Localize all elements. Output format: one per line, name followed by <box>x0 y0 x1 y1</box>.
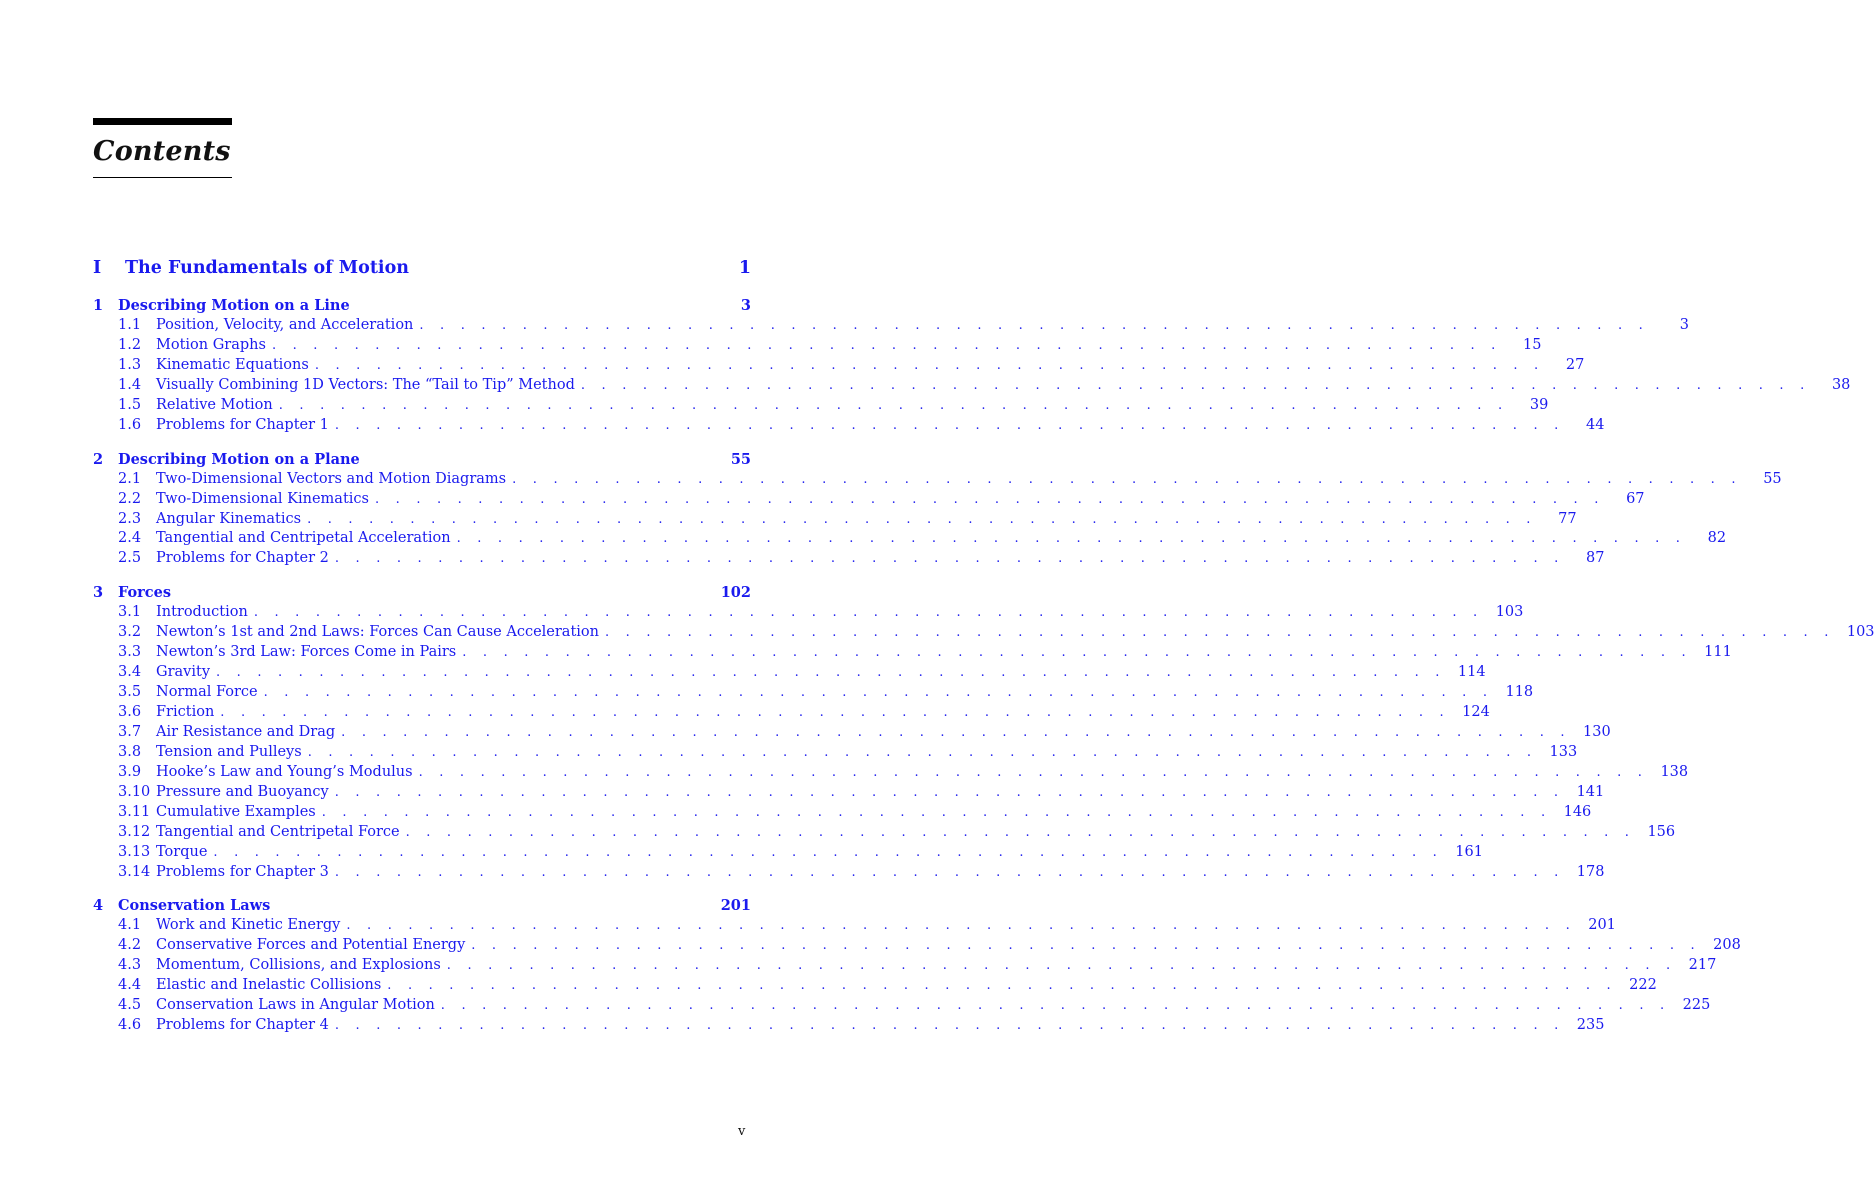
part-number: I <box>93 258 102 278</box>
section-page: 114 <box>1457 664 1486 681</box>
section-page: 103 <box>1846 624 1875 641</box>
toc-section-entry[interactable] <box>93 490 1645 511</box>
heading-top-rule <box>93 118 232 125</box>
toc-section-entry[interactable] <box>93 1017 1605 1037</box>
toc-section-entry[interactable] <box>93 937 1741 957</box>
dot-leader: . . . . . . . . . . . . . . . . . . . . . . . . . . . . . . . . . . . . . . . . . . . . . . . . . . . . . . . . . . . . <box>263 685 1494 701</box>
chapter-number: 2 <box>93 450 104 468</box>
section-number: 4.6 <box>118 1017 142 1034</box>
chapter-page: 55 <box>730 450 751 468</box>
toc-section-entry[interactable] <box>93 997 1711 1017</box>
section-number: 3.3 <box>118 644 142 661</box>
toc-chapter-entry[interactable] <box>93 451 751 471</box>
section-number: 1.4 <box>118 376 142 393</box>
toc-section-entry[interactable] <box>93 664 1486 684</box>
section-page: 38 <box>1831 376 1851 393</box>
section-title: Torque <box>156 843 208 860</box>
dot-leader: . . . . . . . . . . . . . . . . . . . . . . . . . . . . . . . . . . . . . . . . . . . . . . . . . . . . . . . . . . . . <box>334 784 1565 800</box>
section-number: 2.1 <box>118 470 142 487</box>
section-page: 178 <box>1576 863 1605 880</box>
section-title: Momentum, Collisions, and Explosions <box>156 957 441 974</box>
toc-section-entry[interactable] <box>93 624 1875 644</box>
dot-leader: . . . . . . . . . . . . . . . . . . . . . . . . . . . . . . . . . . . . . . . . . . . . . . . . . . . . . . . . . . . . <box>405 824 1636 840</box>
section-number: 3.10 <box>118 783 151 800</box>
section-number: 3.9 <box>118 763 142 780</box>
toc-chapter <box>93 450 1782 571</box>
section-title: Friction <box>156 704 215 720</box>
toc-section-entry[interactable] <box>93 396 1549 417</box>
toc-section-entry[interactable] <box>93 416 1605 437</box>
chapter-title: Forces <box>118 584 172 602</box>
dot-leader: . . . . . . . . . . . . . . . . . . . . . . . . . . . . . . . . . . . . . . . . . . . . . . . . . . . . . . . . . . . . <box>341 724 1571 740</box>
dot-leader: . . . . . . . . . . . . . . . . . . . . . . . . . . . . . . . . . . . . . . . . . . . . . . . . . . . . . . . . . . . . <box>512 471 1742 487</box>
section-number: 3.4 <box>118 664 142 681</box>
section-title: Relative Motion <box>156 396 273 413</box>
dot-leader: . . . . . . . . . . . . . . . . . . . . . . . . . . . . . . . . . . . . . . . . . . . . . . . . . . . . . . . . . . . . <box>213 844 1443 860</box>
toc-section-entry[interactable] <box>93 704 1490 724</box>
section-title: Pressure and Buoyancy <box>156 783 329 800</box>
chapter-title: Describing Motion on a Plane <box>118 450 360 468</box>
section-number: 1.2 <box>118 336 142 353</box>
section-page: 77 <box>1558 510 1577 527</box>
section-number: 3.5 <box>118 684 142 701</box>
section-title: Newton’s 1st and 2nd Laws: Forces Can Cause Acceleration <box>156 624 599 641</box>
page-title: Contents <box>93 136 231 167</box>
section-title: Gravity <box>156 664 211 681</box>
section-title: Hooke’s Law and Young’s Modulus <box>156 763 413 780</box>
dot-leader: . . . . . . . . . . . . . . . . . . . . . . . . . . . . . . . . . . . . . . . . . . . . . . . . . . . . . . . . . . . . <box>580 377 1811 393</box>
toc-section-entry[interactable] <box>93 684 1534 704</box>
toc-section-entry[interactable] <box>93 763 1689 784</box>
section-number: 3.1 <box>118 604 142 621</box>
section-title: Problems for Chapter 2 <box>156 550 329 567</box>
dot-leader: . . . . . . . . . . . . . . . . . . . . . . . . . . . . . . . . . . . . . . . . . . . . . . . . . . . . . . . . . . . . <box>418 764 1649 780</box>
section-page: 235 <box>1576 1017 1605 1034</box>
dot-leader: . . . . . . . . . . . . . . . . . . . . . . . . . . . . . . . . . . . . . . . . . . . . . . . . . . . . . . . . . . . . <box>374 491 1605 507</box>
chapter-page: 3 <box>740 297 751 314</box>
dot-leader: . . . . . . . . . . . . . . . . . . . . . . . . . . . . . . . . . . . . . . . . . . . . . . . . . . . . . . . . . . . . <box>334 1018 1565 1034</box>
toc-section-entry[interactable] <box>93 723 1611 744</box>
dot-leader: . . . . . . . . . . . . . . . . . . . . . . . . . . . . . . . . . . . . . . . . . . . . . . . . . . . . . . . . . . . . <box>456 531 1687 547</box>
section-number: 4.4 <box>118 977 142 994</box>
dot-leader: . . . . . . . . . . . . . . . . . . . . . . . . . . . . . . . . . . . . . . . . . . . . . . . . . . . . . . . . . . . . <box>387 978 1617 994</box>
dot-leader: . . . . . . . . . . . . . . . . . . . . . . . . . . . . . . . . . . . . . . . . . . . . . . . . . . . . . . . . . . . . <box>462 645 1692 661</box>
section-title: Newton’s 3rd Law: Forces Come in Pairs <box>156 644 457 661</box>
section-page: 217 <box>1688 957 1717 974</box>
section-title: Tangential and Centripetal Acceleration <box>156 530 451 547</box>
toc-section-entry[interactable] <box>93 743 1578 764</box>
section-title: Cumulative Examples <box>156 803 316 820</box>
section-title: Work and Kinetic Energy <box>156 917 341 934</box>
section-number: 3.14 <box>118 863 151 880</box>
toc-section-entry[interactable] <box>93 803 1592 824</box>
toc-section-entry[interactable] <box>93 550 1605 570</box>
section-number: 1.1 <box>118 317 142 333</box>
section-page: 138 <box>1660 763 1689 780</box>
toc-chapter <box>93 297 1851 437</box>
section-title: Two-Dimensional Vectors and Motion Diagrams <box>156 470 507 487</box>
section-page: 67 <box>1626 490 1645 507</box>
section-page: 118 <box>1505 684 1534 701</box>
section-page: 201 <box>1588 917 1616 934</box>
dot-leader: . . . . . . . . . . . . . . . . . . . . . . . . . . . . . . . . . . . . . . . . . . . . . . . . . . . . . . . . . . . . <box>346 918 1576 934</box>
part-title: The Fundamentals of Motion <box>125 258 409 278</box>
section-number: 3.12 <box>118 823 151 840</box>
section-page: 103 <box>1495 604 1524 621</box>
dot-leader: . . . . . . . . . . . . . . . . . . . . . . . . . . . . . . . . . . . . . . . . . . . . . . . . . . . . . . . . . . . . <box>321 804 1552 820</box>
section-number: 1.3 <box>118 356 142 373</box>
chapter-number: 3 <box>93 584 104 602</box>
section-title: Elastic and Inelastic Collisions <box>156 977 382 994</box>
section-page: 124 <box>1462 704 1490 720</box>
toc-section-entry[interactable] <box>93 317 1689 337</box>
section-number: 3.11 <box>118 803 151 820</box>
section-number: 1.6 <box>118 416 142 433</box>
section-page: 111 <box>1704 644 1732 661</box>
chapter-number: 1 <box>93 297 104 314</box>
section-title: Two-Dimensional Kinematics <box>156 490 369 507</box>
section-page: 87 <box>1585 550 1605 567</box>
section-number: 3.6 <box>118 704 142 720</box>
chapter-number: 4 <box>93 897 104 915</box>
chapter-page: 201 <box>720 897 751 915</box>
section-title: Normal Force <box>156 684 258 701</box>
section-page: 39 <box>1529 396 1549 413</box>
toc-section-entry[interactable] <box>93 843 1483 864</box>
section-title: Kinematic Equations <box>156 356 309 373</box>
section-title: Conservation Laws in Angular Motion <box>156 997 435 1014</box>
table-of-contents <box>93 258 1875 1037</box>
section-page: 156 <box>1647 823 1676 840</box>
section-number: 4.1 <box>118 917 142 934</box>
section-page: 55 <box>1763 470 1782 487</box>
toc-chapter-entry[interactable] <box>93 297 751 317</box>
chapter-title: Conservation Laws <box>118 897 271 915</box>
section-number: 4.5 <box>118 997 142 1014</box>
section-title: Introduction <box>156 604 248 621</box>
dot-leader: . . . . . . . . . . . . . . . . . . . . . . . . . . . . . . . . . . . . . . . . . . . . . . . . . . . . . . . . . . . . <box>253 605 1484 621</box>
section-page: 27 <box>1565 356 1585 373</box>
toc-chapter <box>93 897 1741 1037</box>
toc-chapter <box>93 584 1875 883</box>
dot-leader: . . . . . . . . . . . . . . . . . . . . . . . . . . . . . . . . . . . . . . . . . . . . . . . . . . . . . . . . . . . . <box>278 397 1509 413</box>
section-number: 3.2 <box>118 624 142 641</box>
toc-section-entry[interactable] <box>93 530 1727 550</box>
toc-section-entry[interactable] <box>93 977 1657 997</box>
toc-section-entry[interactable] <box>93 376 1851 397</box>
toc-section-entry[interactable] <box>93 510 1577 531</box>
dot-leader: . . . . . . . . . . . . . . . . . . . . . . . . . . . . . . . . . . . . . . . . . . . . . . . . . . . . . . . . . . . . <box>271 337 1502 353</box>
dot-leader: . . . . . . . . . . . . . . . . . . . . . . . . . . . . . . . . . . . . . . . . . . . . . . . . . . . . . . . . . . . . <box>334 417 1565 433</box>
dot-leader: . . . . . . . . . . . . . . . . . . . . . . . . . . . . . . . . . . . . . . . . . . . . . . . . . . . . . . . . . . . . <box>314 357 1545 373</box>
section-number: 4.2 <box>118 937 142 954</box>
section-title: Tension and Pulleys <box>156 743 302 760</box>
section-number: 3.13 <box>118 843 151 860</box>
toc-section-entry[interactable] <box>93 604 1524 624</box>
dot-leader: . . . . . . . . . . . . . . . . . . . . . . . . . . . . . . . . . . . . . . . . . . . . . . . . . . . . . . . . . . . . <box>220 705 1450 720</box>
part-page: 1 <box>738 258 751 278</box>
toc-section-entry[interactable] <box>93 336 1542 357</box>
section-number: 2.3 <box>118 510 142 527</box>
toc-section-entry[interactable] <box>93 783 1605 804</box>
section-page: 146 <box>1563 803 1592 820</box>
section-page: 3 <box>1679 317 1689 333</box>
section-title: Conservative Forces and Potential Energy <box>156 937 466 954</box>
section-page: 82 <box>1707 530 1727 547</box>
toc-section-entry[interactable] <box>93 823 1676 844</box>
section-number: 3.7 <box>118 723 142 740</box>
toc-section-entry[interactable] <box>93 644 1732 664</box>
dot-leader: . . . . . . . . . . . . . . . . . . . . . . . . . . . . . . . . . . . . . . . . . . . . . . . . . . . . . . . . . . . . <box>446 958 1677 974</box>
dot-leader: . . . . . . . . . . . . . . . . . . . . . . . . . . . . . . . . . . . . . . . . . . . . . . . . . . . . . . . . . . . . <box>471 938 1701 954</box>
page-folio: v <box>738 1124 746 1139</box>
dot-leader: . . . . . . . . . . . . . . . . . . . . . . . . . . . . . . . . . . . . . . . . . . . . . . . . . . . . . . . . . . . . <box>419 318 1649 333</box>
section-number: 4.3 <box>118 957 142 974</box>
dot-leader: . . . . . . . . . . . . . . . . . . . . . . . . . . . . . . . . . . . . . . . . . . . . . . . . . . . . . . . . . . . . <box>440 998 1671 1014</box>
toc-section-entry[interactable] <box>93 356 1585 377</box>
chapter-title: Describing Motion on a Line <box>118 297 350 314</box>
chapter-page: 102 <box>720 584 751 602</box>
section-title: Problems for Chapter 3 <box>156 863 329 880</box>
section-page: 141 <box>1576 783 1605 800</box>
section-title: Angular Kinematics <box>156 510 302 527</box>
section-number: 2.2 <box>118 490 142 507</box>
contents-heading-block <box>93 118 232 178</box>
dot-leader: . . . . . . . . . . . . . . . . . . . . . . . . . . . . . . . . . . . . . . . . . . . . . . . . . . . . . . . . . . . . <box>307 511 1537 527</box>
section-number: 2.4 <box>118 530 142 547</box>
dot-leader: . . . . . . . . . . . . . . . . . . . . . . . . . . . . . . . . . . . . . . . . . . . . . . . . . . . . . . . . . . . . <box>605 625 1835 641</box>
section-title: Tangential and Centripetal Force <box>156 823 400 840</box>
dot-leader: . . . . . . . . . . . . . . . . . . . . . . . . . . . . . . . . . . . . . . . . . . . . . . . . . . . . . . . . . . . . <box>216 665 1446 681</box>
section-page: 225 <box>1682 997 1711 1014</box>
section-page: 222 <box>1629 977 1657 994</box>
dot-leader: . . . . . . . . . . . . . . . . . . . . . . . . . . . . . . . . . . . . . . . . . . . . . . . . . . . . . . . . . . . . <box>334 864 1565 880</box>
section-page: 44 <box>1585 416 1605 433</box>
toc-section-entry[interactable] <box>93 917 1616 937</box>
section-title: Problems for Chapter 1 <box>156 416 329 433</box>
section-title: Problems for Chapter 4 <box>156 1017 329 1034</box>
toc-chapter-entry[interactable] <box>93 584 751 604</box>
section-title: Visually Combining 1D Vectors: The “Tail to Tip” Method <box>156 376 575 393</box>
section-page: 161 <box>1455 843 1483 860</box>
toc-section-entry[interactable] <box>93 470 1782 491</box>
section-title: Air Resistance and Drag <box>156 723 336 740</box>
heading-bottom-rule <box>93 177 232 178</box>
toc-part-entry[interactable] <box>93 258 751 286</box>
section-title: Motion Graphs <box>156 336 266 353</box>
toc-chapter-entry[interactable] <box>93 897 751 917</box>
dot-leader: . . . . . . . . . . . . . . . . . . . . . . . . . . . . . . . . . . . . . . . . . . . . . . . . . . . . . . . . . . . . <box>334 551 1565 567</box>
section-page: 133 <box>1549 743 1578 760</box>
dot-leader: . . . . . . . . . . . . . . . . . . . . . . . . . . . . . . . . . . . . . . . . . . . . . . . . . . . . . . . . . . . . <box>307 744 1538 760</box>
toc-section-entry[interactable] <box>93 957 1717 977</box>
section-page: 15 <box>1523 336 1542 353</box>
section-number: 3.8 <box>118 743 142 760</box>
section-page: 208 <box>1713 937 1741 954</box>
section-page: 130 <box>1583 723 1611 740</box>
section-number: 1.5 <box>118 396 142 413</box>
section-title: Position, Velocity, and Acceleration <box>156 317 414 333</box>
section-number: 2.5 <box>118 550 142 567</box>
toc-section-entry[interactable] <box>93 863 1605 884</box>
